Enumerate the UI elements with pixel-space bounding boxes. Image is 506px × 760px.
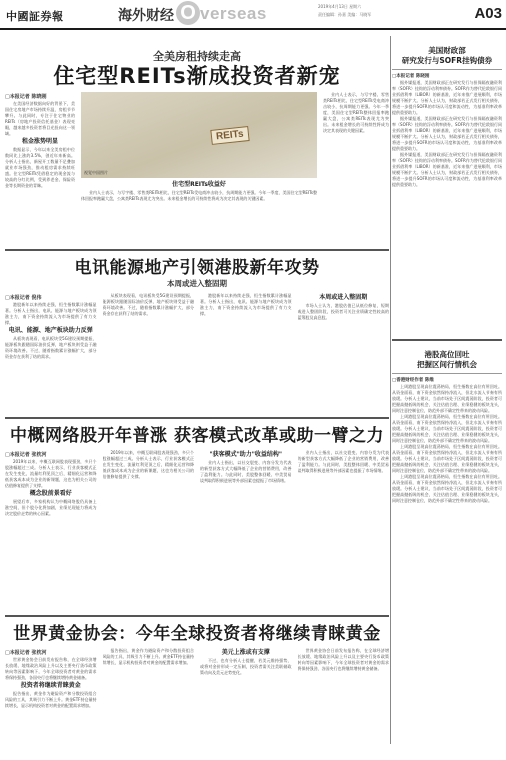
story-byline: □本报记者 倪伟: [5, 295, 42, 301]
story-body: 2019年以来，中概互联网股表现强劲，多只个股涨幅超过三成。分析人士表示，行业获客模式正在发生变化，流量红利见顶之后，精细化运营和降低获客成本成为企业的新课题，这也为相关公司的估值修复提供了支撑。: [5, 459, 97, 488]
side-body: 据外媒报道，美国财政部正在研究发行与担保隔夜融资利率（SOFR）挂钩的浮动利率债券。SOFR作为替代伦敦银行同业拆借利率（LIBOR）的新基准，近年来推广进展顺利，市场规模不断扩大。分析人士认为，财政部若正式发行相关债券，将进一步提升SOFR的市场认可度和流动性，为基准利率改革提供重要助力。: [392, 152, 502, 187]
section-english: verseas: [200, 4, 267, 23]
side-byline: □本报记者 陈晓刚: [392, 74, 430, 79]
story-byline: □本报记者 陈晓刚: [5, 94, 47, 100]
editor-line: 责任编辑：孙嘉 美编：马晓军: [318, 12, 372, 17]
side-kicker: 港股高位回吐: [424, 350, 470, 359]
reits-photo: [81, 92, 317, 178]
story-body: 从板块表现看，电讯板块受5G建设预期提振，能源板块跟随国际油价反弹，地产板块则受益于融资环境改善。不过，随着指数累计涨幅扩大，部分资金存在获利了结的需求。: [5, 336, 97, 359]
story-subtitle: "获客模式"助力"收益结构": [209, 451, 282, 458]
side-headline: 研究发行与SOFR挂钩债券: [401, 56, 493, 65]
story-gold: [5, 620, 389, 760]
issue-date: 2019年4月13日 星期六: [318, 4, 362, 9]
story-body: 业内人士指出，以社交裂变、内容分发为代表的新型获客方式大幅降低了企业的营销费用，改善了盈利能力。与此同时，美股整体回暖、中美贸易谈判取得积极进展等外部因素也提振了市场情绪。: [297, 450, 389, 473]
masthead: [0, 0, 506, 30]
story-headline: 世界黄金协会：今年全球投资者将继续青睐黄金: [13, 624, 381, 644]
story-body: 数据显示，今年以来全美房租中位数同比上涨约3.5%，创近年来新高。分析人士指出，新屋开工数量不足叠加就业市场强劲，推动租房需求持续旺盛。住宅型REITs凭借稳定的现金流与较高的分红比例，受到养老金、保险资金等长期资金的青睐。: [5, 147, 75, 188]
story-body: 从板块表现看，电讯板块受5G建设预期提振，能源板块跟随国际油价反弹，地产板块则受益于融资环境改善。不过，随着指数累计涨幅扩大，部分资金存在获利了结的需求。: [102, 293, 194, 316]
side-story-sofr: [392, 36, 502, 336]
story-byline: □本报记者 张枕河: [5, 650, 47, 656]
sidebar: [392, 36, 502, 744]
divider: [392, 69, 502, 70]
story-body: 业内人士表示，与写字楼、零售类REITs相比，住宅型REITs受电商冲击较小，抗周期能力更强。今年一季度，美国住宅型REITs整体回报率跑赢大盘，公寓类REITs表现尤为突出。未来租金增长的可持续性将成为决定其表现的关键因素。: [81, 190, 317, 201]
story-body: 港股新年以来持续走强，恒生指数累计涨幅显著。分析人士指出，电讯、能源与地产板块成为领涨主力，南下资金持续流入为市场提供了有力支撑。: [200, 293, 292, 316]
column-divider: [390, 36, 391, 744]
story-body: 报告指出，黄金作为避险资产和分散投资组合风险的工具，其吸引力不断上升。黄金ETF持仓量持续增长，显示机构投资者对黄金的配置需求增加。: [102, 648, 194, 665]
page-number: A03: [474, 5, 502, 22]
side-body: 据外媒报道，美国财政部正在研究发行与担保隔夜融资利率（SOFR）挂钩的浮动利率债券。SOFR作为替代伦敦银行同业拆借利率（LIBOR）的新基准，近年来推广进展顺利，市场规模不断扩大。分析人士认为，财政部若正式发行相关债券，将进一步提升SOFR的市场认可度和流动性，为基准利率改革提供重要助力。: [392, 80, 502, 115]
story-china-internet: [5, 422, 389, 612]
divider: [392, 339, 502, 341]
story-body: 展望后市，多家机构认为中概网络股仍具备上涨空间，但个股分化将加剧，业绩兑现能力将成为决定股价走势的核心因素。: [5, 499, 97, 516]
story-subtitle: 美元上涨或有支撑: [221, 649, 270, 656]
story-byline: □本报记者 张枕河: [5, 452, 47, 458]
side-body: 上周港股呈现高位震荡格局，恒生指数在高位有所回吐。从资金面看，南下资金依然保持净流入，但北水流入节奏有所放缓。分析人士建议，当前市场处于区间震荡阶段，投资者可把握高抛低吸的机会，关注估值合理、业绩稳健的板块龙头，同时注意控制仓位，防范外部不确定性带来的波动风险。: [392, 474, 502, 503]
story-subhead: 本周或进入整固期: [167, 279, 227, 288]
side-body: 据外媒报道，美国财政部正在研究发行与担保隔夜融资利率（SOFR）挂钩的浮动利率债券。SOFR作为替代伦敦银行同业拆借利率（LIBOR）的新基准，近年来推广进展顺利，市场规模不断扩大。分析人士认为，财政部若正式发行相关债券，将进一步提升SOFR的市场认可度和流动性，为基准利率改革提供重要助力。: [392, 116, 502, 151]
paper-logo: 中國証券報: [6, 10, 64, 23]
side-kicker: 美国财政部: [428, 46, 466, 55]
side-byline: □香港财经作者 陈维: [392, 378, 434, 383]
divider: [5, 615, 389, 617]
story-subtitle: 住宅型REITs收益好: [172, 181, 226, 188]
section-badge: O: [176, 1, 200, 25]
story-subtitle: 概念股前景看好: [29, 490, 72, 497]
section-title: 海外财经: [118, 8, 174, 24]
story-body: 不过，也有分析人士提醒，若美元维持强势，或将对金价形成一定压制，投资者需关注美联储政策动向及美元走势变化。: [200, 658, 292, 675]
story-headline: 住宅型REITs渐成投资者新宠: [53, 64, 341, 88]
side-body: 上周港股呈现高位震荡格局，恒生指数在高位有所回吐。从资金面看，南下资金依然保持净流入，但北水流入节奏有所放缓。分析人士建议，当前市场处于区间震荡阶段，投资者可把握高抛低吸的机会，关注估值合理、业绩稳健的板块龙头，同时注意控制仓位，防范外部不确定性带来的波动风险。: [392, 384, 502, 413]
divider: [392, 373, 502, 374]
story-lede: 在美国经济数据向好的背景下，美国住宅房地产市场持续升温，房租节节攀升。与此同时，专注于住宅物业的REITs（房地产投资信托基金）表现亮眼，越来越多投资者将目光投向这一领域。: [5, 101, 75, 136]
story-reits: [5, 36, 389, 246]
reits-sign: REITs: [210, 126, 249, 145]
story-subtitle: 本周或进入整固期: [319, 294, 368, 301]
story-body: 世界黄金协会日前发布报告称，在全球经济增长放缓、地缘政治风险上升以及主要央行货币政策转向等因素影响下，今年全球投资者对黄金的需求将保持强劲，各国央行也将继续增持黄金储备。: [5, 657, 97, 680]
story-body: 业内人士表示，与写字楼、零售类REITs相比，住宅型REITs受电商冲击较小，抗周期能力更强。今年一季度，美国住宅型REITs整体回报率跑赢大盘，公寓类REITs表现尤为突出。未来租金增长的可持续性将成为决定其表现的关键因素。: [323, 92, 389, 133]
story-body: 世界黄金协会日前发布报告称，在全球经济增长放缓、地缘政治风险上升以及主要央行货币政策转向等因素影响下，今年全球投资者对黄金的需求将保持强劲，各国央行也将继续增持黄金储备。: [297, 648, 389, 671]
side-headline: 把握区间行情机会: [417, 360, 477, 369]
story-headline: 中概网络股开年普涨 获客模式改革或助一臂之力: [10, 426, 384, 446]
story-body: 报告指出，黄金作为避险资产和分散投资组合风险的工具，其吸引力不断上升。黄金ETF持仓量持续增长，显示机构投资者对黄金的配置需求增加。: [5, 691, 97, 708]
side-story-hk: [392, 344, 502, 744]
main-column: [5, 36, 389, 760]
story-body: 2019年以来，中概互联网股表现强劲，多只个股涨幅超过三成。分析人士表示，行业获客模式正在发生变化，流量红利见顶之后，精细化运营和降低获客成本成为企业的新课题，这也为相关公司的估值修复提供了支撑。: [102, 450, 194, 479]
photo-caption: 视觉中国图片: [84, 170, 108, 175]
story-headline: 电讯能源地产引领港股新年攻势: [74, 258, 320, 278]
side-body: 上周港股呈现高位震荡格局，恒生指数在高位有所回吐。从资金面看，南下资金依然保持净流入，但北水流入节奏有所放缓。分析人士建议，当前市场处于区间震荡阶段，投资者可把握高抛低吸的机会，关注估值合理、业绩稳健的板块龙头，同时注意控制仓位，防范外部不确定性带来的波动风险。: [392, 444, 502, 473]
story-hk-stocks: [5, 254, 389, 414]
divider: [5, 249, 389, 251]
story-subtitle: 投资者将继续青睐黄金: [20, 682, 81, 689]
divider: [5, 417, 389, 419]
side-body: 上周港股呈现高位震荡格局，恒生指数在高位有所回吐。从资金面看，南下资金依然保持净流入，但北水流入节奏有所放缓。分析人士建议，当前市场处于区间震荡阶段，投资者可把握高抛低吸的机会，关注估值合理、业绩稳健的板块龙头，同时注意控制仓位，防范外部不确定性带来的波动风险。: [392, 414, 502, 443]
story-subtitle: 租金涨势明显: [21, 138, 58, 145]
story-body: 市场人士认为，港股估值已从低位修复，短期或进入整固阶段，投资者可关注业绩确定性较高的蓝筹股及高息股。: [297, 303, 389, 320]
story-body: 港股新年以来持续走强，恒生指数累计涨幅显著。分析人士指出，电讯、能源与地产板块成为领涨主力，南下资金持续流入为市场提供了有力支撑。: [5, 302, 97, 325]
story-subtitle: 电讯、能源、地产板块助力反弹: [8, 327, 93, 334]
story-kicker: 全美房租持续走高: [153, 50, 241, 63]
story-body: 业内人士指出，以社交裂变、内容分发为代表的新型获客方式大幅降低了企业的营销费用，改善了盈利能力。与此同时，美股整体回暖、中美贸易谈判取得积极进展等外部因素也提振了市场情绪。: [200, 460, 292, 483]
